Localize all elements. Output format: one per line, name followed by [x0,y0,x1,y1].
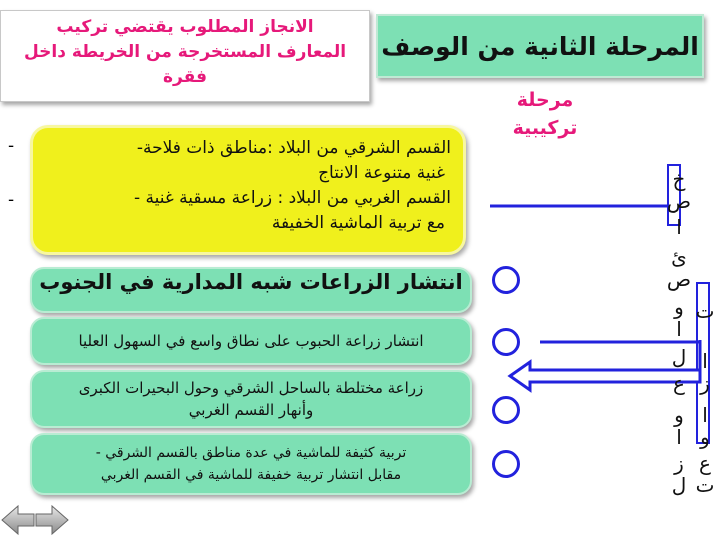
circle-marker-2 [492,328,520,356]
side-letter: و [700,425,710,449]
fact-text-3a: زراعة مختلطة بالساحل الشرقي وحول البحيرات الكبرى [78,379,424,397]
circle-marker-1 [492,266,520,294]
side-letter: ص [666,189,692,213]
double-arrow-icon[interactable] [0,498,70,542]
fact-text-4a: تربية كثيفة للماشية في عدة مناطق بالقسم الشرقي - [95,445,407,461]
side-letter: ص [666,267,692,291]
circle-marker-4 [492,450,520,478]
dash-marker-2: - [8,190,15,210]
fact-text-3b: وأنهار القسم الغربي [188,401,314,419]
side-letter: ئ [671,245,687,269]
synthesis-line-3: القسم الغربي من البلاد : زراعة مسقية غنية - [133,188,451,208]
stage-title: المرحلة الثانية من الوصف [381,31,699,61]
stage-label-line-2: تركيبية [512,117,578,139]
circle-marker-3 [492,396,520,424]
arrow-back-icon[interactable] [2,506,34,534]
side-letter: ت [695,299,715,323]
fact-text-2: انتشار زراعة الحبوب على نطاق واسع في السهول العليا [78,332,424,350]
stage-label-line-1: مرحلة [516,89,574,111]
side-letter: خ [672,167,686,191]
arrow-forward-icon[interactable] [36,506,68,534]
side-letter: ا [676,215,682,239]
synthesis-line-2: غنية متنوعة الانتاج [318,163,445,183]
fact-text-1: انتشار الزراعات شبه المدارية في الجنوب [39,270,463,294]
side-letter: ع [699,451,711,475]
side-letter: ا [676,425,682,449]
dash-marker-1: - [8,136,15,156]
instruction-line-2: المعارف المستخرجة من الخريطة داخل [23,42,347,62]
side-letter: ا [702,403,708,427]
side-letter: ا [702,349,708,373]
side-letters-right [690,300,720,496]
synthesis-line-4: مع تربية الماشية الخفيفة [271,213,445,233]
fact-text-4b: مقابل انتشار تربية خفيفة للماشية في القسم الغربي [100,467,402,483]
side-letter: و [674,295,684,319]
side-letter: ع [673,371,685,395]
instruction-line-3: فقرة [163,67,207,87]
side-letter: ا [676,317,682,341]
side-letter: ل [671,473,687,497]
instruction-line-1: الانجاز المطلوب يقتضي تركيب [56,17,314,37]
side-letter: و [674,403,684,427]
side-letter: ز [674,451,684,475]
synthesis-line-1: القسم الشرقي من البلاد :مناطق ذات فلاحة- [136,138,451,158]
side-letter: ز [700,371,710,395]
side-letter: ل [671,345,687,369]
side-letter: ت [695,473,715,497]
